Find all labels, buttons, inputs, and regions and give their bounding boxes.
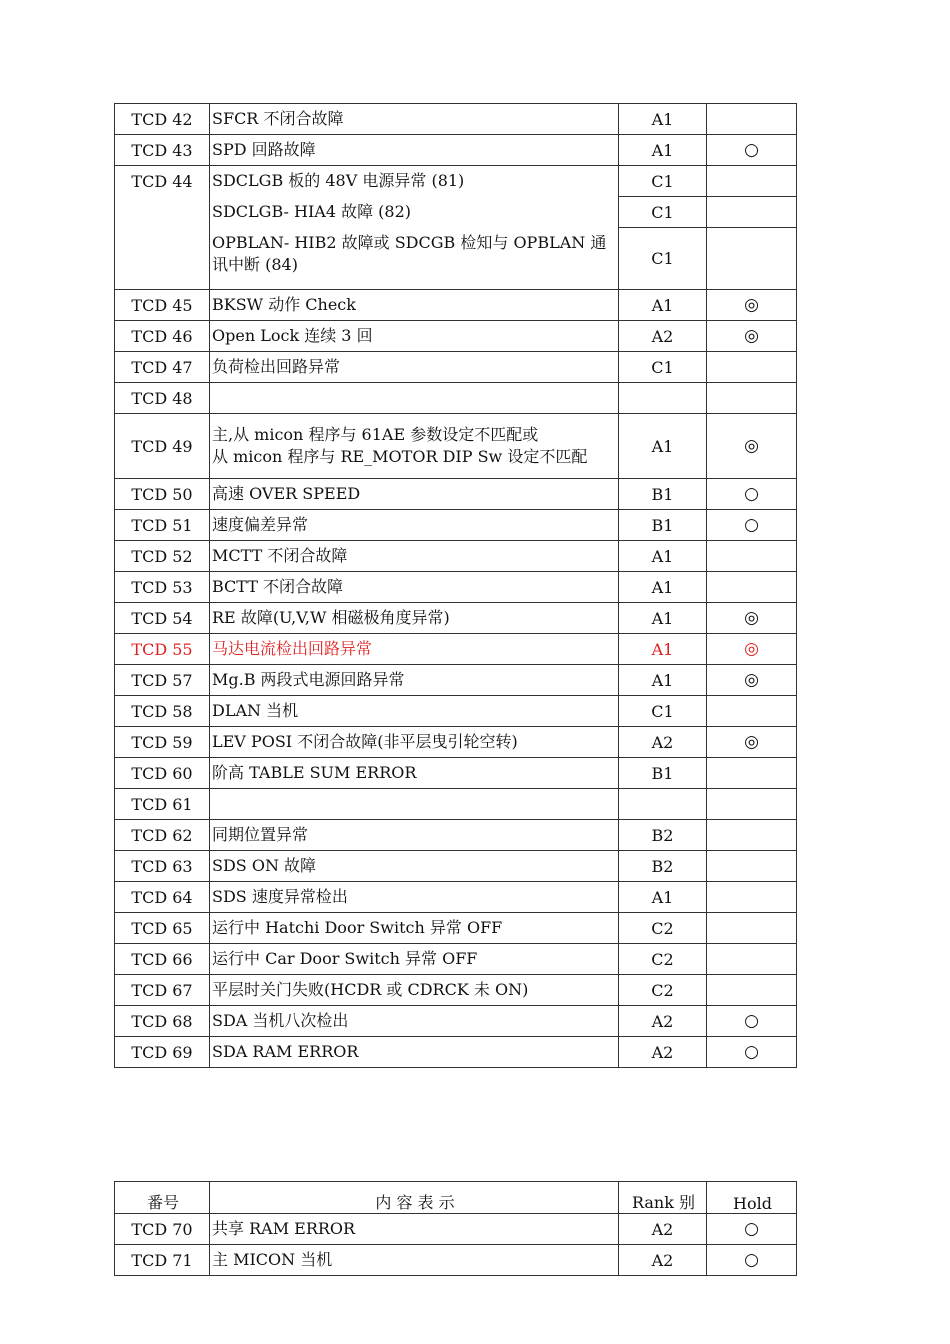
fault-code-table-continued [114,1181,797,1276]
table-row [115,572,797,603]
table-row [115,758,797,789]
fault-rank: A2 [619,727,707,758]
fault-description: SDCLGB- HIA4 故障 (82) [212,202,412,221]
fault-code: TCD 69 [115,1037,210,1068]
hold-mark [707,383,797,414]
fault-description-line1: 主,从 micon 程序与 61AE 参数设定不匹配或 [212,425,539,444]
header-code: 番号 [115,1182,210,1214]
hold-mark: ○ [707,1245,797,1276]
fault-rank: A1 [619,665,707,696]
header-hold: Hold [707,1182,797,1214]
fault-description: 阶高 TABLE SUM ERROR [210,758,619,789]
table-row [115,944,797,975]
fault-code: TCD 51 [115,510,210,541]
table-row [115,913,797,944]
fault-code: TCD 68 [115,1006,210,1037]
fault-description: LEV POSI 不闭合故障(非平层曳引轮空转) [210,727,619,758]
fault-rank: B2 [619,820,707,851]
fault-description: 平层时关门失败(HCDR 或 CDRCK 未 ON) [210,975,619,1006]
fault-rank: A1 [619,882,707,913]
fault-description-line2: 从 micon 程序与 RE_MOTOR DIP Sw 设定不匹配 [212,447,588,466]
fault-description: MCTT 不闭合故障 [210,541,619,572]
fault-rank: C2 [619,913,707,944]
fault-description: SDA RAM ERROR [210,1037,619,1068]
fault-description: 负荷检出回路异常 [210,352,619,383]
fault-description: SFCR 不闭合故障 [210,104,619,135]
fault-code: TCD 54 [115,603,210,634]
table-row [115,1245,797,1276]
fault-description: 马达电流检出回路异常 [210,634,619,665]
fault-rank: A1 [619,634,707,665]
fault-rank: C1 [619,197,707,228]
fault-code: TCD 71 [115,1245,210,1276]
hold-mark [707,541,797,572]
hold-mark [707,882,797,913]
fault-rank: A2 [619,1214,707,1245]
fault-rank: B2 [619,851,707,882]
hold-mark [707,352,797,383]
table-row [115,1037,797,1068]
table-row [115,820,797,851]
fault-rank: A1 [619,290,707,321]
fault-description [210,789,619,820]
fault-description: 速度偏差异常 [210,510,619,541]
fault-code: TCD 49 [115,414,210,479]
fault-description: OPBLAN- HIB2 故障或 SDCGB 检知与 OPBLAN 通讯中断 (84) [212,233,607,274]
fault-rank: C1 [619,228,707,290]
table-row [115,882,797,913]
fault-description: Mg.B 两段式电源回路异常 [210,665,619,696]
fault-description [210,383,619,414]
hold-mark: ○ [707,1037,797,1068]
hold-mark [707,851,797,882]
hold-mark [707,104,797,135]
header-rank: Rank 别 [619,1182,707,1214]
header-description: 内 容 表 示 [210,1182,619,1214]
table-row [115,166,797,197]
fault-description: BKSW 动作 Check [210,290,619,321]
table-row-highlighted [115,634,797,665]
table-row [115,352,797,383]
fault-description: SDA 当机八次检出 [210,1006,619,1037]
fault-rank: A1 [619,104,707,135]
fault-description: BCTT 不闭合故障 [210,572,619,603]
table-row [115,851,797,882]
fault-rank [619,383,707,414]
table-row [115,665,797,696]
fault-rank: A1 [619,603,707,634]
fault-description: 同期位置异常 [210,820,619,851]
fault-description: SDS 速度异常检出 [210,882,619,913]
fault-description: 运行中 Hatchi Door Switch 异常 OFF [210,913,619,944]
hold-mark [707,197,797,228]
fault-rank: C2 [619,975,707,1006]
fault-code: TCD 70 [115,1214,210,1245]
fault-code: TCD 47 [115,352,210,383]
hold-mark [707,820,797,851]
hold-mark [707,166,797,197]
fault-rank: A2 [619,1245,707,1276]
fault-code: TCD 60 [115,758,210,789]
hold-mark: ◎ [707,634,797,665]
table-row [115,541,797,572]
hold-mark: ○ [707,510,797,541]
table-row [115,727,797,758]
fault-rank: B1 [619,758,707,789]
fault-code: TCD 53 [115,572,210,603]
fault-rank: C2 [619,944,707,975]
hold-mark [707,758,797,789]
table-row [115,104,797,135]
hold-mark: ○ [707,135,797,166]
hold-mark [707,913,797,944]
fault-description: 运行中 Car Door Switch 异常 OFF [210,944,619,975]
fault-code: TCD 66 [115,944,210,975]
fault-rank: A2 [619,1037,707,1068]
hold-mark [707,696,797,727]
fault-description: 高速 OVER SPEED [210,479,619,510]
fault-code: TCD 63 [115,851,210,882]
hold-mark: ◎ [707,321,797,352]
table-row [115,321,797,352]
fault-code: TCD 42 [115,104,210,135]
fault-rank: A1 [619,414,707,479]
fault-code: TCD 55 [115,634,210,665]
hold-mark: ◎ [707,414,797,479]
hold-mark [707,789,797,820]
fault-rank: C1 [619,352,707,383]
table-row [115,383,797,414]
hold-mark [707,228,797,290]
hold-mark: ◎ [707,727,797,758]
fault-rank [619,789,707,820]
fault-code-table [114,103,797,1068]
table-row [115,789,797,820]
fault-code: TCD 61 [115,789,210,820]
fault-code: TCD 43 [115,135,210,166]
fault-code: TCD 59 [115,727,210,758]
fault-description: SDS ON 故障 [210,851,619,882]
fault-rank: C1 [619,166,707,197]
fault-rank: A2 [619,1006,707,1037]
fault-code: TCD 50 [115,479,210,510]
table-row [115,510,797,541]
fault-code: TCD 65 [115,913,210,944]
fault-code: TCD 52 [115,541,210,572]
fault-code: TCD 48 [115,383,210,414]
table-header-row [115,1182,797,1214]
fault-rank: A1 [619,541,707,572]
table-row [115,479,797,510]
fault-rank: A2 [619,321,707,352]
fault-code: TCD 67 [115,975,210,1006]
table-row [115,1214,797,1245]
fault-description: SDCLGB 板的 48V 电源异常 (81) [212,171,465,190]
fault-code: TCD 64 [115,882,210,913]
table-row [115,290,797,321]
fault-code: TCD 58 [115,696,210,727]
hold-mark [707,975,797,1006]
fault-rank: A1 [619,135,707,166]
table-row [115,696,797,727]
fault-description: SPD 回路故障 [210,135,619,166]
fault-description: 主 MICON 当机 [210,1245,619,1276]
table-row [115,603,797,634]
fault-code: TCD 57 [115,665,210,696]
fault-rank: A1 [619,572,707,603]
table-row [115,1006,797,1037]
hold-mark [707,944,797,975]
fault-code: TCD 44 [131,172,193,191]
fault-description-two-line [210,414,619,479]
hold-mark: ◎ [707,290,797,321]
fault-description: 共享 RAM ERROR [210,1214,619,1245]
hold-mark: ○ [707,1214,797,1245]
hold-mark: ○ [707,1006,797,1037]
fault-description: RE 故障(U,V,W 相磁极角度异常) [210,603,619,634]
fault-description: Open Lock 连续 3 回 [210,321,619,352]
fault-description: DLAN 当机 [210,696,619,727]
table-row [115,975,797,1006]
fault-code: TCD 62 [115,820,210,851]
fault-rank: C1 [619,696,707,727]
hold-mark: ○ [707,479,797,510]
fault-description-group [210,166,619,290]
fault-code: TCD 46 [115,321,210,352]
fault-rank: B1 [619,510,707,541]
hold-mark: ◎ [707,603,797,634]
fault-rank: B1 [619,479,707,510]
hold-mark: ◎ [707,665,797,696]
table-row [115,135,797,166]
hold-mark [707,572,797,603]
table-row [115,414,797,479]
fault-code-tcd44 [115,166,210,290]
fault-code: TCD 45 [115,290,210,321]
